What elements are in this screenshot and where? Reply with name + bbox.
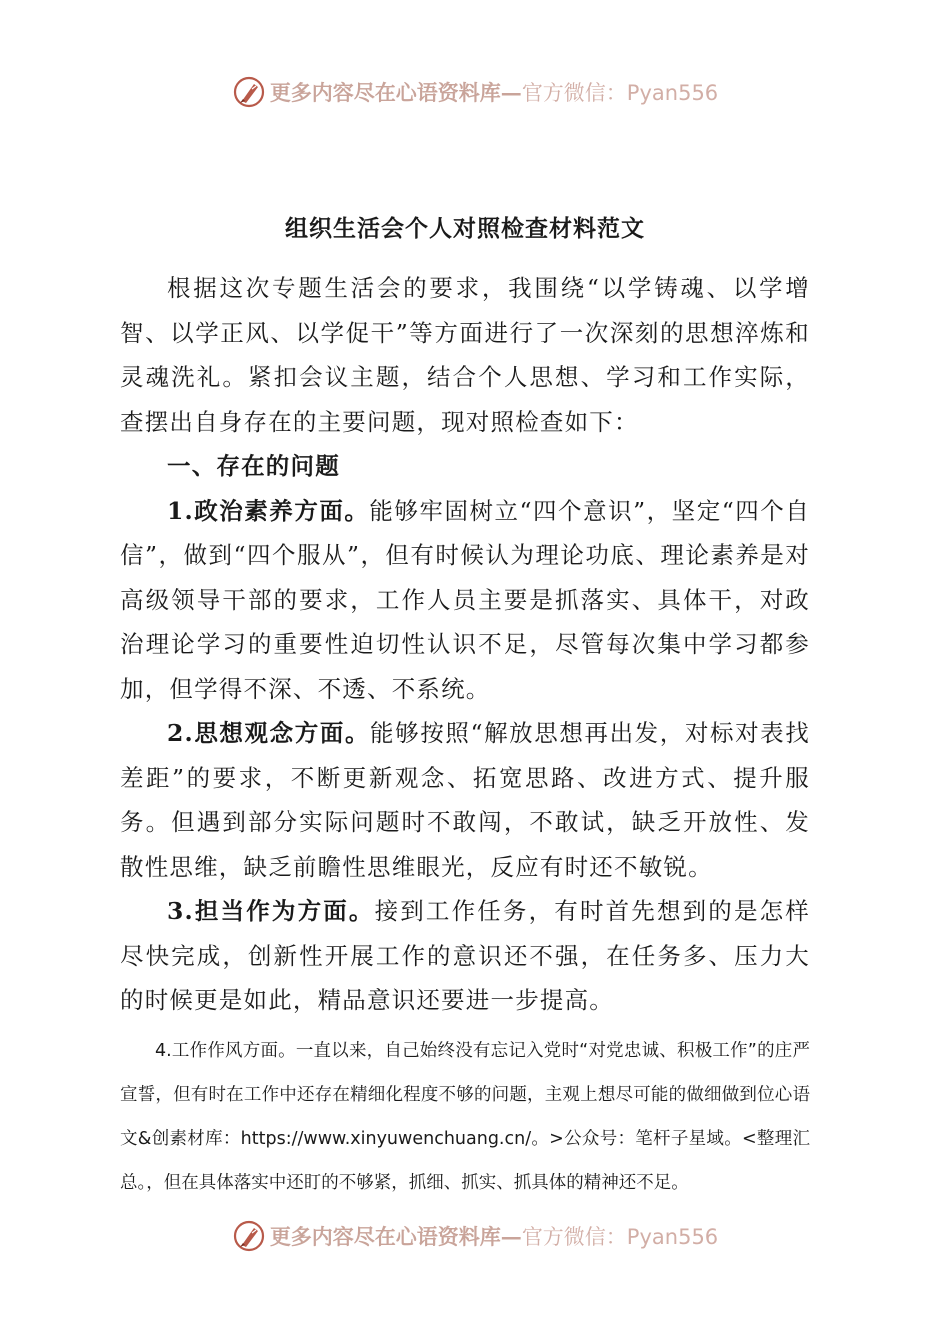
item-responsibility-lead: 3.担当作为方面。 [167, 897, 375, 925]
pen-nib-logo-icon [232, 1219, 266, 1253]
watermark-wechat-bottom: 官方微信：Pyan556 [521, 1225, 719, 1249]
document-title: 组织生活会个人对照检查材料范文 [285, 215, 645, 242]
pen-nib-logo-icon [232, 75, 266, 109]
intro-paragraph: 根据这次专题生活会的要求，我围绕“以学铸魂、以学增智、以学正风、以学促干”等方面进行了一次深刻的思想淬炼和灵魂洗礼。紧扣会议主题，结合个人思想、学习和工作实际，查摆出自身存在的主要问题，现对照检查如下： [120, 274, 810, 436]
item-political-body: 能够牢固树立“四个意识”，坚定“四个自信”，做到“四个服从”，但有时候认为理论功底、理论素养是对高级领导干部的要求，工作人员主要是抓落实、具体干，对政治理论学习的重要性迫切性认识不足，尽管每次集中学习都参加，但学得不深、不透、不系统。 [120, 496, 810, 703]
watermark-banner-bottom [0, 1216, 950, 1256]
watermark-wechat-top: 官方微信：Pyan556 [521, 81, 719, 105]
item-political-lead: 1.政治素养方面。 [167, 496, 370, 525]
watermark-text-bottom: 更多内容尽在心语资料库—官方微信：Pyan556 [269, 1224, 719, 1249]
watermark-banner-top [0, 72, 950, 112]
item-political [120, 489, 810, 712]
item-responsibility [120, 889, 810, 1023]
item-thinking-body: 能够按照“解放思想再出发，对标对表找差距”的要求，不断更新观念、拓宽思路、改进方式、提升服务。但遇到部分实际问题时不敢闯，不敢试，缺乏开放性、发散性思维，缺乏前瞻性思维眼光，反应有时还不敏锐。 [120, 719, 810, 881]
document-body [120, 212, 810, 1205]
section-heading-problems: 一、存在的问题 [167, 452, 340, 480]
item-responsibility-body: 接到工作任务，有时首先想到的是怎样尽快完成，创新性开展工作的意识还不强，在任务多、压力大的时候更是如此，精品意识还要进一步提高。 [120, 897, 810, 1014]
item-work-style: 4.工作作风方面。一直以来，自己始终没有忘记入党时“对党忠诚、积极工作”的庄严宣誓，但有时在工作中还存在精细化程度不够的问题，主观上想尽可能的做细做到位心语文&创素材库：https://www.xinyuwenchuang.cn/。>公众号：笔杆子星域。<整理汇总。，但在具体落实中还盯的不够紧，抓细、抓实、抓具体的精神还不足。 [120, 1040, 810, 1193]
item-thinking [120, 711, 810, 889]
item-thinking-lead: 2.思想观念方面。 [167, 719, 371, 747]
watermark-text-top: 更多内容尽在心语资料库—官方微信：Pyan556 [269, 80, 719, 105]
